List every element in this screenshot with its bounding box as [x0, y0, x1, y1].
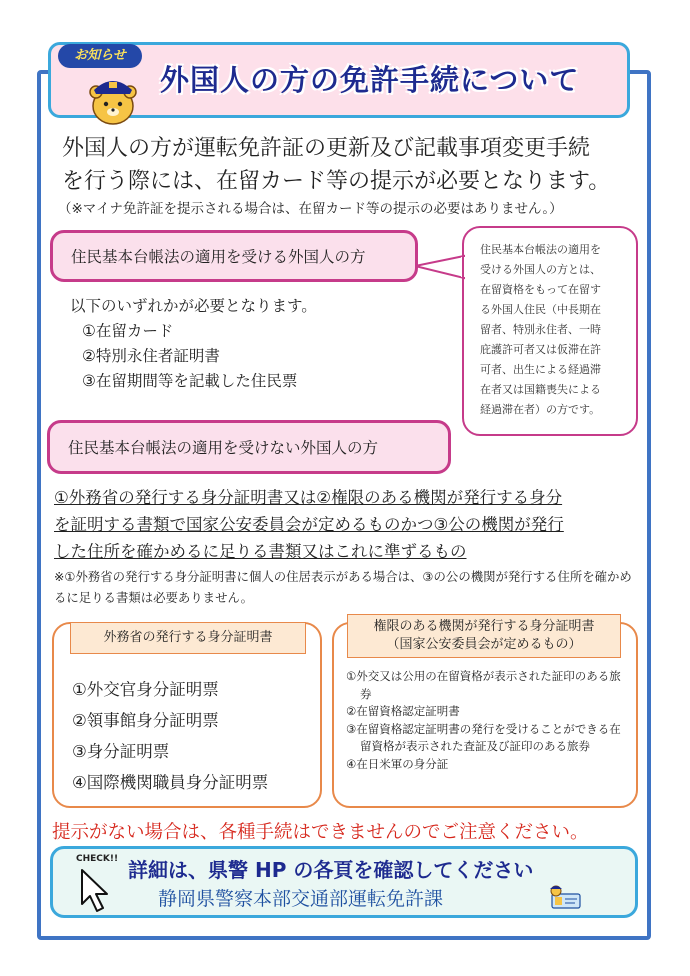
- callout-line: る外国人住民（中長期在: [480, 303, 601, 316]
- section1-list: [70, 294, 317, 394]
- section1-lead: 以下のいずれかが必要となります。: [70, 297, 317, 315]
- license-card-icon: [546, 884, 582, 910]
- section1-heading: 住民基本台帳法の適用を受ける外国人の方: [50, 230, 418, 282]
- callout-line: 庇護許可者又は仮滞在許: [480, 343, 601, 356]
- intro-line-1: 外国人の方が運転免許証の更新及び記載事項変更手続: [62, 136, 591, 161]
- list-item: ④在日米軍の身分証: [346, 756, 449, 771]
- authority-id-label: [347, 614, 621, 658]
- list-item: ④国際機関職員身分証明票: [72, 773, 269, 792]
- list-item: ①外交又は公用の在留資格が表示された証印のある旅券: [346, 669, 621, 701]
- cursor-icon: [78, 868, 112, 914]
- callout-line: 住民基本台帳法の適用を: [480, 243, 601, 256]
- callout-line: 可者、出生による経過滞: [480, 363, 601, 376]
- list-item: ③在留資格認定証明書の発行を受けることができる在留資格が表示された査証及び証印のある旅券: [346, 721, 621, 753]
- list-item: ③身分証明票: [72, 742, 170, 761]
- list-item: ②特別永住者証明書: [82, 347, 220, 365]
- page-title: 外国人の方の免許手続について: [160, 63, 580, 97]
- section2-body: [54, 484, 654, 565]
- section2-note: ※①外務省の発行する身分証明書に個人の住居表示がある場合は、③の公の機関が発行する住所を確かめるに足りる書類は必要ありません。: [54, 569, 632, 605]
- footer-line-2: 静岡県警察本部交通部運転免許課: [158, 888, 444, 910]
- intro-line-2: を行う際には、在留カード等の提示が必要となります。: [62, 169, 611, 194]
- callout-line: 留者、特別永住者、一時: [480, 323, 601, 336]
- list-item: ①在留カード: [82, 322, 174, 340]
- callout-pointer: [415, 252, 465, 282]
- list-item: ②在留資格認定証明書: [346, 704, 460, 718]
- warning-text: 提示がない場合は、各種手続はできませんのでご注意ください。: [52, 822, 589, 843]
- authority-id-list: [346, 668, 632, 773]
- callout-line: 経過滞在者）の方です。: [480, 403, 601, 416]
- body-line: ①外務省の発行する身分証明書又は②権限のある機関が発行する身分: [54, 488, 563, 507]
- callout-line: 受ける外国人の方とは、: [480, 263, 601, 276]
- mofa-id-label: 外務省の発行する身分証明書: [70, 622, 306, 654]
- intro-text: [62, 132, 610, 198]
- check-label: CHECK!!: [76, 854, 119, 864]
- callout-line: 在者又は国籍喪失による: [480, 383, 601, 396]
- section2-heading: 住民基本台帳法の適用を受けない外国人の方: [47, 420, 451, 474]
- list-item: ②領事館身分証明票: [72, 711, 219, 730]
- footer-line-1: 詳細は、県警 HP の各頁を確認してください: [128, 858, 534, 882]
- authority-label-line-2: （国家公安委員会が定めるもの）: [386, 637, 582, 652]
- body-line: を証明する書類で国家公安委員会が定めるものかつ③公の機関が発行: [54, 515, 564, 534]
- body-line: した住所を確かめるに足りる書類又はこれに準ずるもの: [54, 542, 467, 561]
- list-item: ①外交官身分証明票: [72, 680, 219, 699]
- callout-line: 在留資格をもって在留す: [480, 283, 601, 296]
- notice-badge: お知らせ: [58, 44, 142, 68]
- list-item: ③在留期間等を記載した住民票: [82, 372, 298, 390]
- intro-note: （※マイナ免許証を提示される場合は、在留カード等の提示の必要はありません。）: [58, 201, 563, 217]
- definition-callout: [462, 226, 638, 436]
- mascot-icon: [82, 70, 144, 126]
- mofa-id-list: [72, 674, 268, 798]
- authority-label-line-1: 権限のある機関が発行する身分証明書: [373, 619, 595, 634]
